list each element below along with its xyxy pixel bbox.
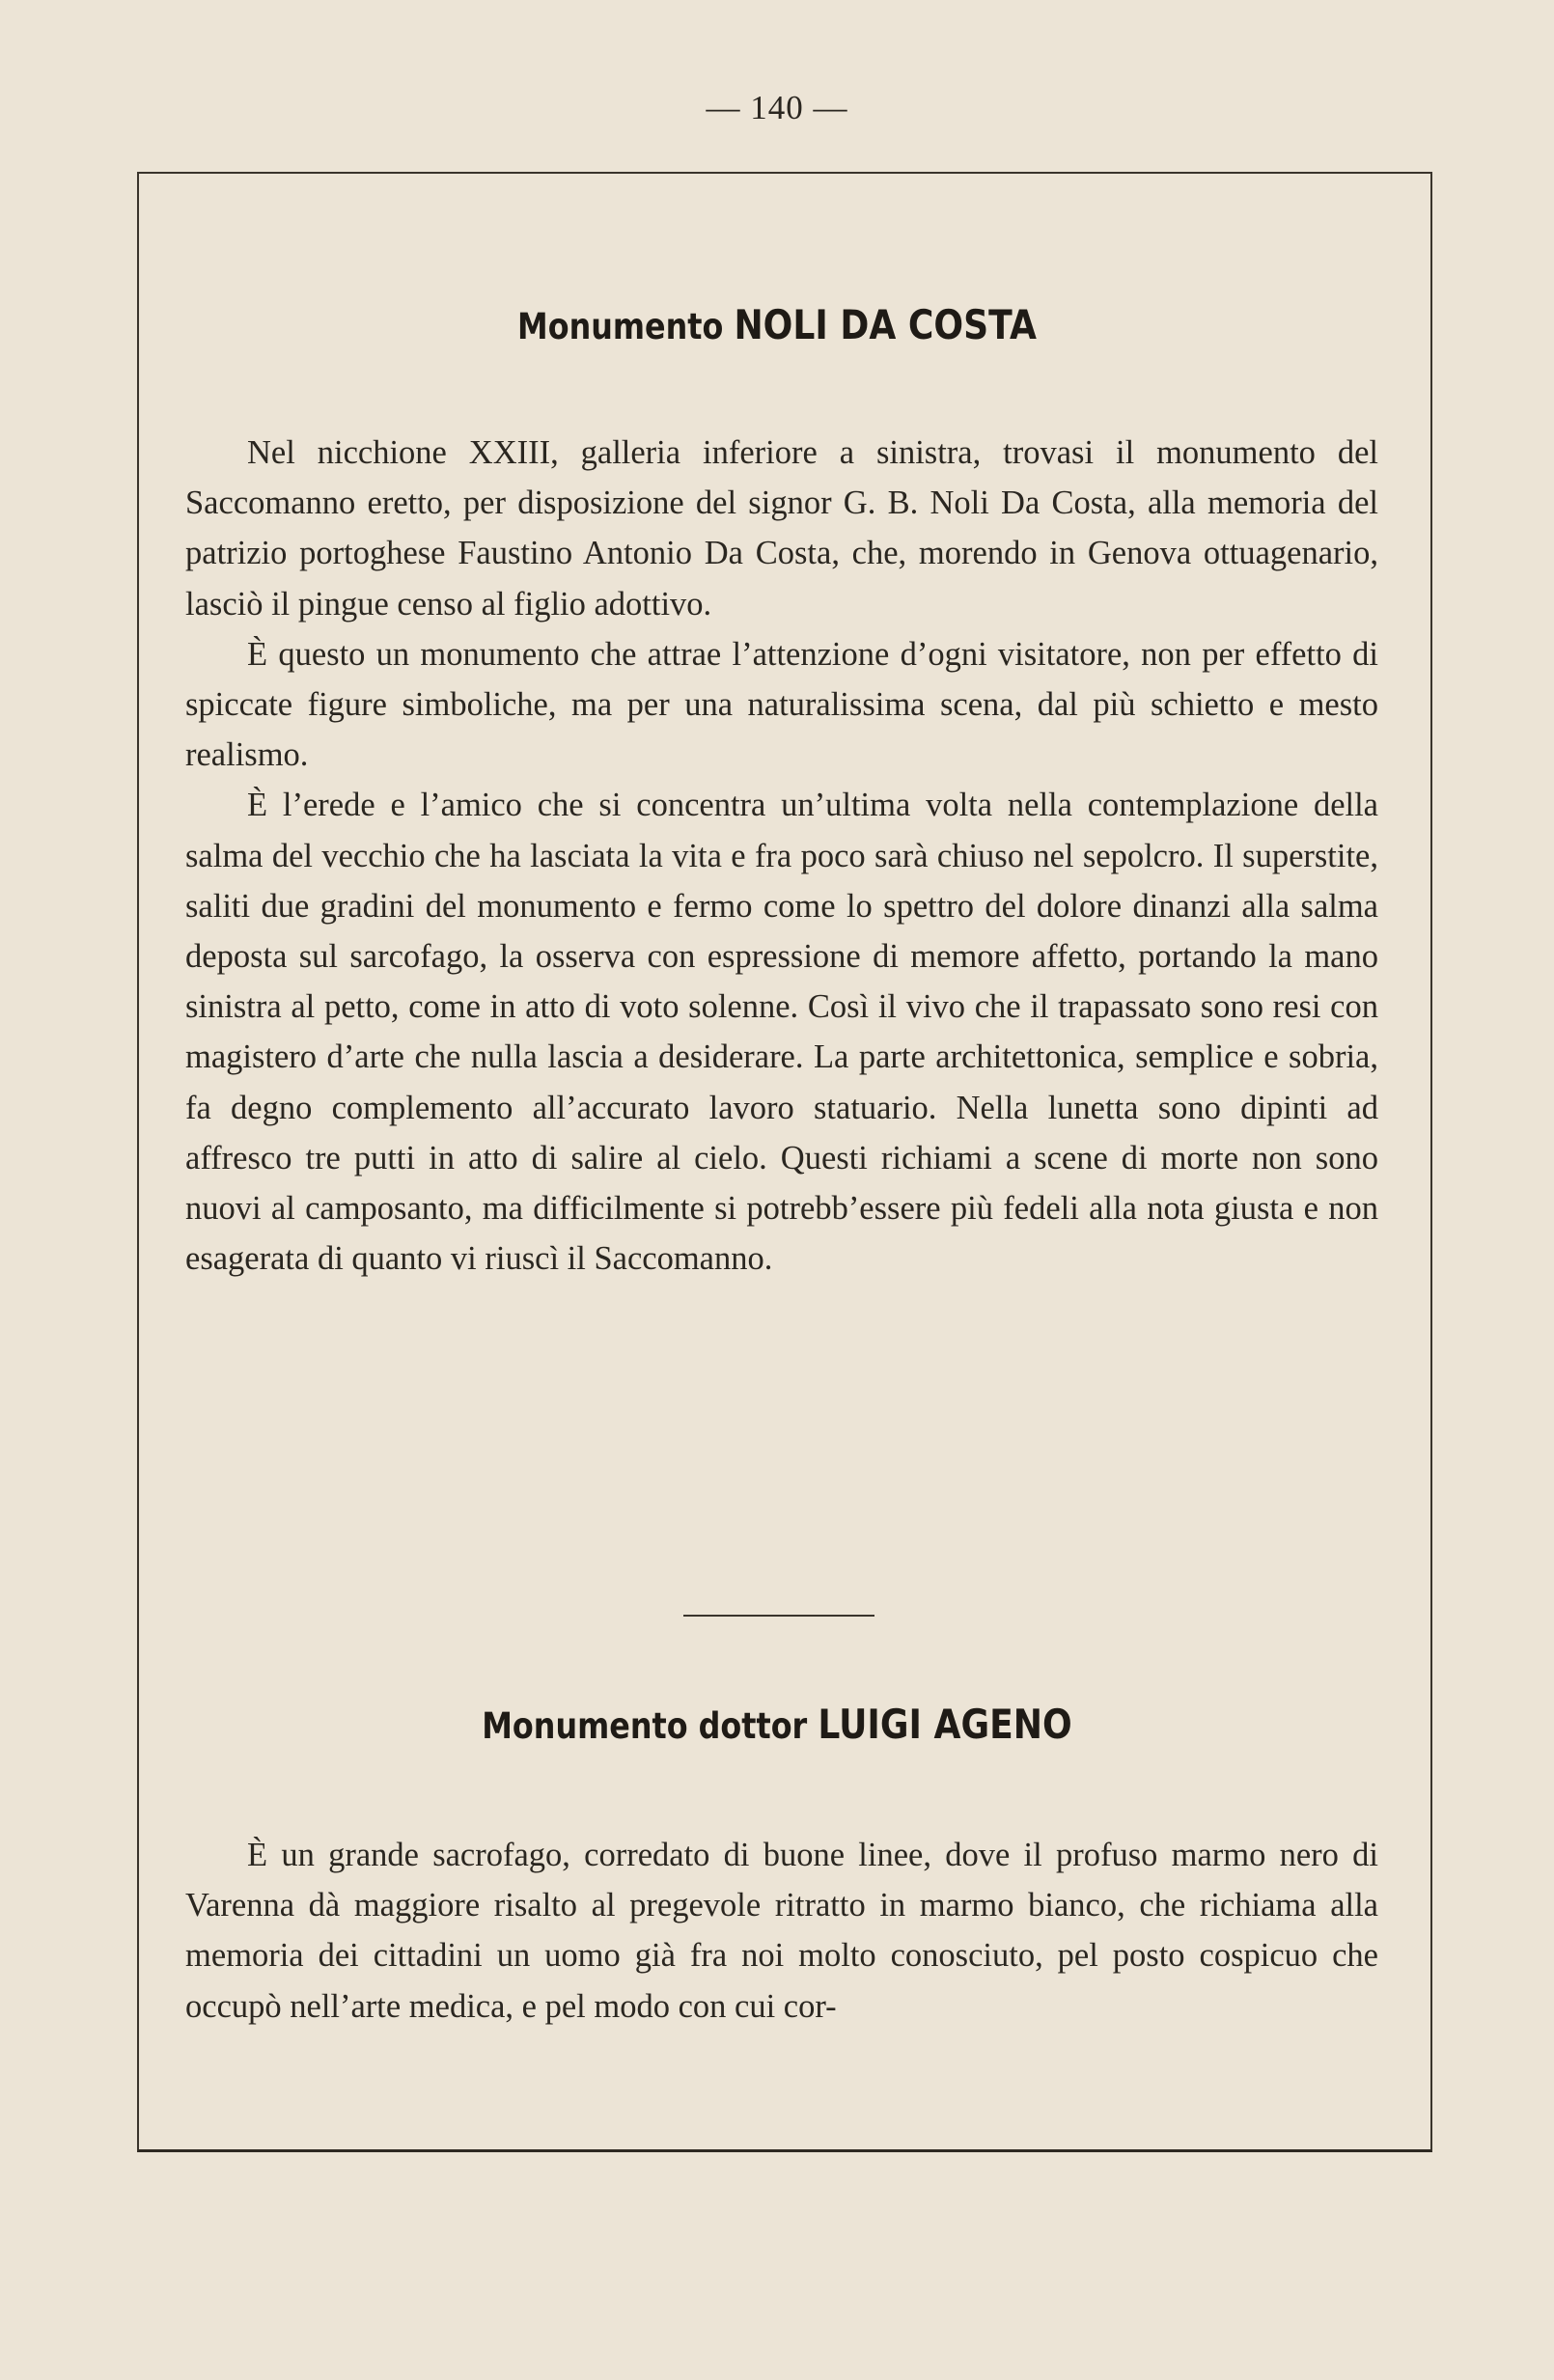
page-number: — 140 — [706,89,848,126]
section-body-luigi-ageno [185,1830,1378,2032]
section-title-prefix: Monumento [517,306,724,347]
section-title-name: NOLI DA COSTA [734,301,1037,348]
section-title-name: LUIGI AGENO [818,1701,1072,1748]
paragraph: Nel nicchione XXIII, galleria inferiore a sinistra, trovasi il monumento del Saccomanno eretto, per disposizione del signor G. B. Noli Da Costa, alla memoria del patrizio portoghese Faustino Antonio Da Costa, che, morendo in Genova ottuagenario, lasciò il pingue censo al figlio adottivo. [185,434,1378,623]
paragraph: È l’erede e l’amico che si concentra un’ultima volta nella contemplazione della salma del vecchio che ha lasciata la vita e fra poco sarà chiuso nel sepolcro. Il superstite, saliti due gradini del monumento e fermo come lo spettro del dolore dinanzi alla salma deposta sul sarcofago, la osserva con espressione di memore affetto, portando la mano sinistra al petto, come in atto di voto solenne. Così il vivo che il trapassato sono resi con magistero d’arte che nulla lascia a desiderare. La parte architettonica, semplice e sobria, fa degno complemento all’accurato lavoro statuario. Nella lunetta sono dipinti ad affresco tre putti in atto di salire al cielo. Questi richiami a scene di morte non sono nuovi al camposanto, ma difficilmente si potrebb’essere più fedeli alla nota giusta e non esagerata di quanto vi riuscì il Saccomanno. [185,787,1378,1278]
section-title-noli-da-costa [109,301,1446,348]
section-divider [683,1615,874,1617]
paragraph: È un grande sacrofago, corredato di buone linee, dove il profuso marmo nero di Varenna dà maggiore risalto al pregevole ritratto in marmo bianco, che richiama alla memoria dei cittadini un uomo già fra noi molto conosciuto, pel posto cospicuo che occupò nell’arte medica, e pel modo con cui cor- [185,1837,1378,2025]
section-title-luigi-ageno [109,1701,1446,1748]
paragraph: È questo un monumento che attrae l’attenzione d’ogni visitatore, non per effetto di spiccate figure simboliche, ma per una naturalissima scena, dal più schietto e mesto realismo. [185,635,1378,774]
section-body-noli-da-costa [185,428,1378,1284]
section-title-prefix: Monumento dottor [482,1705,808,1747]
